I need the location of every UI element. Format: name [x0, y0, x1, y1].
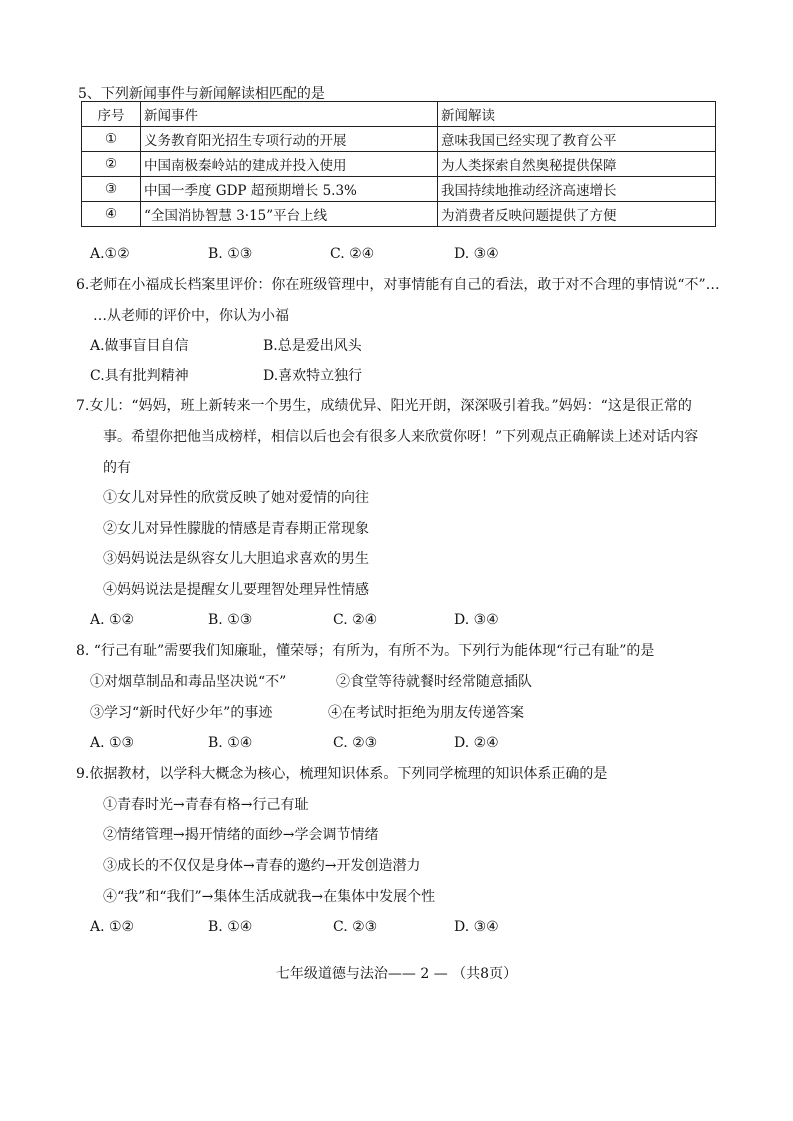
q7-stem-line3: 的有 [103, 460, 131, 476]
q6-stem-line2: …从老师的评价中，你认为小福 [93, 308, 289, 324]
q7-option-c: C. ②④ [333, 612, 378, 628]
q7-option-b: B. ①③ [208, 612, 253, 628]
q5-option-d: D. ③④ [454, 246, 499, 262]
q7-item-2: ②女儿对异性朦胧的情感是青春期正常现象 [103, 521, 369, 537]
page-footer: 七年级道德与法治—— 2 — （共8页） [275, 966, 518, 982]
q7-stem-line1: 7.女儿：“妈妈，班上新转来一个男生，成绩优异、阳光开朗，深深吸引着我。”妈妈：“这是很正常的 [76, 398, 692, 414]
row-interpretation: 为消费者反映问题提供了方便 [438, 202, 716, 227]
q7-option-d: D. ③④ [454, 612, 499, 628]
table-row [82, 177, 716, 202]
q5-option-c: C. ②④ [330, 246, 375, 262]
q7-item-4: ④妈妈说法是提醒女儿要理智处理异性情感 [103, 582, 369, 598]
q9-option-d: D. ③④ [454, 919, 499, 935]
row-event: 义务教育阳光招生专项行动的开展 [141, 127, 438, 152]
row-event: 中国一季度 GDP 超预期增长 5.3% [141, 177, 438, 202]
row-event: “全国消协智慧 3·15”平台上线 [141, 202, 438, 227]
q6-option-a: A.做事盲目自信 [90, 338, 189, 354]
q8-item-4: ④在考试时拒绝为朋友传递答案 [328, 705, 524, 721]
q9-item-1: ①青春时光→青春有格→行己有耻 [103, 797, 309, 813]
q8-stem: 8. “行己有耻”需要我们知廉耻，懂荣辱；有所为，有所不为。下列行为能体现“行己有耻”的是 [76, 643, 655, 659]
q7-option-a: A. ①② [90, 612, 135, 628]
row-interpretation: 为人类探索自然奥秘提供保障 [438, 152, 716, 177]
q9-item-4: ④“我”和“我们”→集体生活成就我→在集体中发展个性 [103, 889, 436, 905]
row-index: ② [82, 152, 141, 177]
q7-stem-line2: 事。希望你把他当成榜样，相信以后也会有很多人来欣赏你呀！”下列观点正确解读上述对话内容 [103, 429, 699, 445]
row-index: ① [82, 127, 141, 152]
row-index: ③ [82, 177, 141, 202]
q9-stem: 9.依据教材，以学科大概念为核心，梳理知识体系。下列同学梳理的知识体系正确的是 [76, 766, 608, 782]
q7-item-1: ①女儿对异性的欣赏反映了她对爱情的向往 [103, 490, 369, 506]
q8-item-2: ②食堂等待就餐时经常随意插队 [336, 674, 532, 690]
q9-option-b: B. ①④ [208, 919, 253, 935]
q8-item-1: ①对烟草制品和毒品坚决说“不” [90, 674, 287, 690]
q8-option-a: A. ①③ [90, 735, 135, 751]
q8-option-b: B. ①④ [208, 735, 253, 751]
table-header-row [82, 102, 716, 127]
q6-option-b: B.总是爱出风头 [263, 338, 362, 354]
q5-option-a: A.①② [90, 246, 130, 262]
q5-stem: 5、下列新闻事件与新闻解读相匹配的是 [78, 86, 325, 102]
q9-item-2: ②情绪管理→揭开情绪的面纱→学会调节情绪 [103, 827, 379, 843]
q6-stem-line1: 6.老师在小福成长档案里评价：你在班级管理中，对事情能有自己的看法，敢于对不合理的事情说“不”… [76, 277, 720, 293]
q9-option-c: C. ②③ [333, 919, 378, 935]
q8-option-d: D. ②④ [454, 735, 499, 751]
header-index: 序号 [82, 102, 141, 127]
q8-item-3: ③学习“新时代好少年”的事迹 [90, 705, 273, 721]
q9-option-a: A. ①② [90, 919, 135, 935]
q7-item-3: ③妈妈说法是纵容女儿大胆追求喜欢的男生 [103, 551, 369, 567]
q8-option-c: C. ②③ [333, 735, 378, 751]
row-interpretation: 我国持续地推动经济高速增长 [438, 177, 716, 202]
table-row [82, 127, 716, 152]
row-index: ④ [82, 202, 141, 227]
header-interpretation: 新闻解读 [438, 102, 716, 127]
q6-option-c: C.具有批判精神 [90, 368, 189, 384]
q6-option-d: D.喜欢特立独行 [263, 368, 363, 384]
table-row [82, 152, 716, 177]
table-row [82, 202, 716, 227]
q9-item-3: ③成长的不仅仅是身体→青春的邀约→开发创造潜力 [103, 858, 421, 874]
row-interpretation: 意味我国已经实现了教育公平 [438, 127, 716, 152]
q5-option-b: B. ①③ [208, 246, 253, 262]
header-event: 新闻事件 [141, 102, 438, 127]
row-event: 中国南极秦岭站的建成并投入使用 [141, 152, 438, 177]
news-table [81, 101, 716, 227]
